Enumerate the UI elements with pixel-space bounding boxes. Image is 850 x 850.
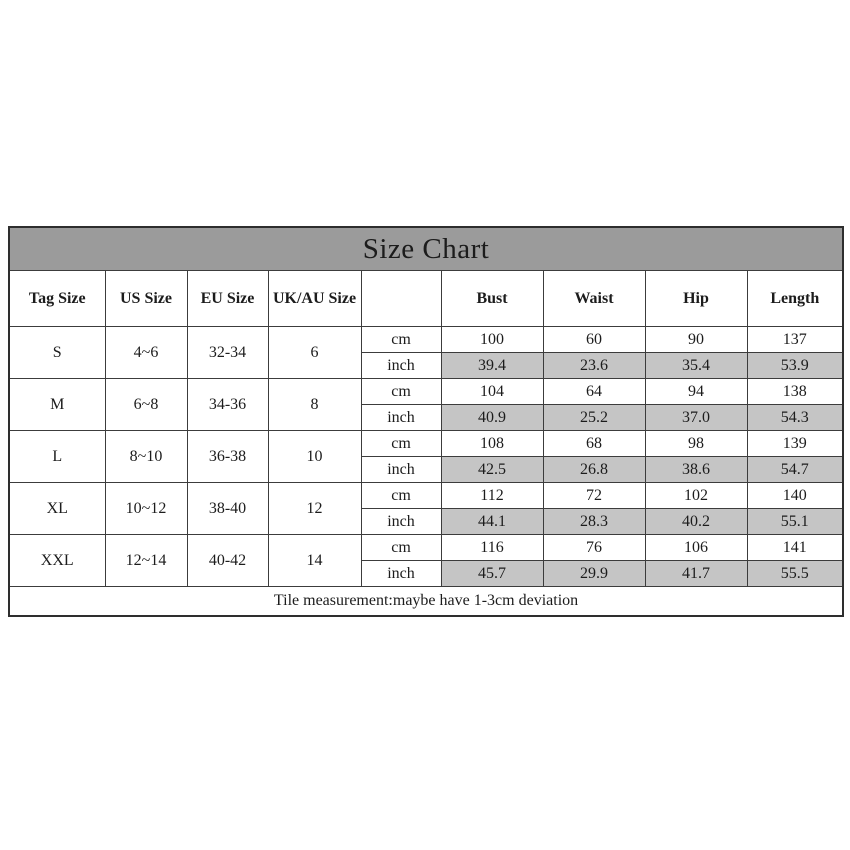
bust-inch-cell: 40.9 [441, 405, 543, 431]
hip-inch-cell: 40.2 [645, 509, 747, 535]
hip-cm-cell: 94 [645, 379, 747, 405]
col-header-hip: Hip [645, 271, 747, 327]
size-chart-table [8, 226, 844, 617]
title-row [9, 227, 843, 271]
col-header-waist: Waist [543, 271, 645, 327]
hip-inch-cell: 37.0 [645, 405, 747, 431]
length-cm-cell: 139 [747, 431, 843, 457]
footer-row [9, 587, 843, 617]
col-header-ukau-size: UK/AU Size [268, 271, 361, 327]
ukau-size-cell: 10 [268, 431, 361, 483]
length-inch-cell: 54.7 [747, 457, 843, 483]
waist-cm-cell: 72 [543, 483, 645, 509]
us-size-cell: 12~14 [105, 535, 187, 587]
eu-size-cell: 40-42 [187, 535, 268, 587]
table-row-m-cm [9, 379, 843, 405]
bust-cm-cell: 104 [441, 379, 543, 405]
table-row-xxl-cm [9, 535, 843, 561]
bust-cm-cell: 108 [441, 431, 543, 457]
us-size-cell: 4~6 [105, 327, 187, 379]
col-header-tag-size: Tag Size [9, 271, 105, 327]
hip-inch-cell: 38.6 [645, 457, 747, 483]
bust-cm-cell: 100 [441, 327, 543, 353]
hip-inch-cell: 35.4 [645, 353, 747, 379]
us-size-cell: 6~8 [105, 379, 187, 431]
size-chart [8, 226, 842, 617]
page-title: Size Chart [9, 227, 843, 271]
waist-inch-cell: 25.2 [543, 405, 645, 431]
tag-size-cell: M [9, 379, 105, 431]
hip-cm-cell: 106 [645, 535, 747, 561]
tag-size-cell: L [9, 431, 105, 483]
unit-cell: inch [361, 405, 441, 431]
unit-cell: cm [361, 327, 441, 353]
deviation-note: Tile measurement:maybe have 1-3cm deviation [9, 587, 843, 617]
bust-cm-cell: 112 [441, 483, 543, 509]
table-row-xl-cm [9, 483, 843, 509]
tag-size-cell: XXL [9, 535, 105, 587]
tag-size-cell: S [9, 327, 105, 379]
length-cm-cell: 138 [747, 379, 843, 405]
col-header-eu-size: EU Size [187, 271, 268, 327]
hip-cm-cell: 102 [645, 483, 747, 509]
eu-size-cell: 32-34 [187, 327, 268, 379]
bust-inch-cell: 44.1 [441, 509, 543, 535]
tag-size-cell: XL [9, 483, 105, 535]
hip-inch-cell: 41.7 [645, 561, 747, 587]
table-row-s-cm [9, 327, 843, 353]
waist-cm-cell: 76 [543, 535, 645, 561]
length-cm-cell: 137 [747, 327, 843, 353]
unit-cell: cm [361, 483, 441, 509]
length-cm-cell: 140 [747, 483, 843, 509]
bust-inch-cell: 45.7 [441, 561, 543, 587]
hip-cm-cell: 90 [645, 327, 747, 353]
column-header-row [9, 271, 843, 327]
length-inch-cell: 54.3 [747, 405, 843, 431]
bust-inch-cell: 39.4 [441, 353, 543, 379]
waist-inch-cell: 28.3 [543, 509, 645, 535]
unit-cell: inch [361, 561, 441, 587]
bust-inch-cell: 42.5 [441, 457, 543, 483]
ukau-size-cell: 14 [268, 535, 361, 587]
unit-cell: inch [361, 509, 441, 535]
us-size-cell: 10~12 [105, 483, 187, 535]
eu-size-cell: 38-40 [187, 483, 268, 535]
length-inch-cell: 53.9 [747, 353, 843, 379]
eu-size-cell: 34-36 [187, 379, 268, 431]
waist-cm-cell: 68 [543, 431, 645, 457]
ukau-size-cell: 6 [268, 327, 361, 379]
waist-cm-cell: 60 [543, 327, 645, 353]
eu-size-cell: 36-38 [187, 431, 268, 483]
us-size-cell: 8~10 [105, 431, 187, 483]
col-header-unit-empty [361, 271, 441, 327]
unit-cell: cm [361, 431, 441, 457]
hip-cm-cell: 98 [645, 431, 747, 457]
length-inch-cell: 55.1 [747, 509, 843, 535]
table-row-l-cm [9, 431, 843, 457]
waist-cm-cell: 64 [543, 379, 645, 405]
length-inch-cell: 55.5 [747, 561, 843, 587]
unit-cell: cm [361, 379, 441, 405]
ukau-size-cell: 8 [268, 379, 361, 431]
bust-cm-cell: 116 [441, 535, 543, 561]
waist-inch-cell: 23.6 [543, 353, 645, 379]
col-header-us-size: US Size [105, 271, 187, 327]
unit-cell: inch [361, 353, 441, 379]
unit-cell: inch [361, 457, 441, 483]
waist-inch-cell: 29.9 [543, 561, 645, 587]
ukau-size-cell: 12 [268, 483, 361, 535]
col-header-bust: Bust [441, 271, 543, 327]
waist-inch-cell: 26.8 [543, 457, 645, 483]
unit-cell: cm [361, 535, 441, 561]
col-header-length: Length [747, 271, 843, 327]
length-cm-cell: 141 [747, 535, 843, 561]
